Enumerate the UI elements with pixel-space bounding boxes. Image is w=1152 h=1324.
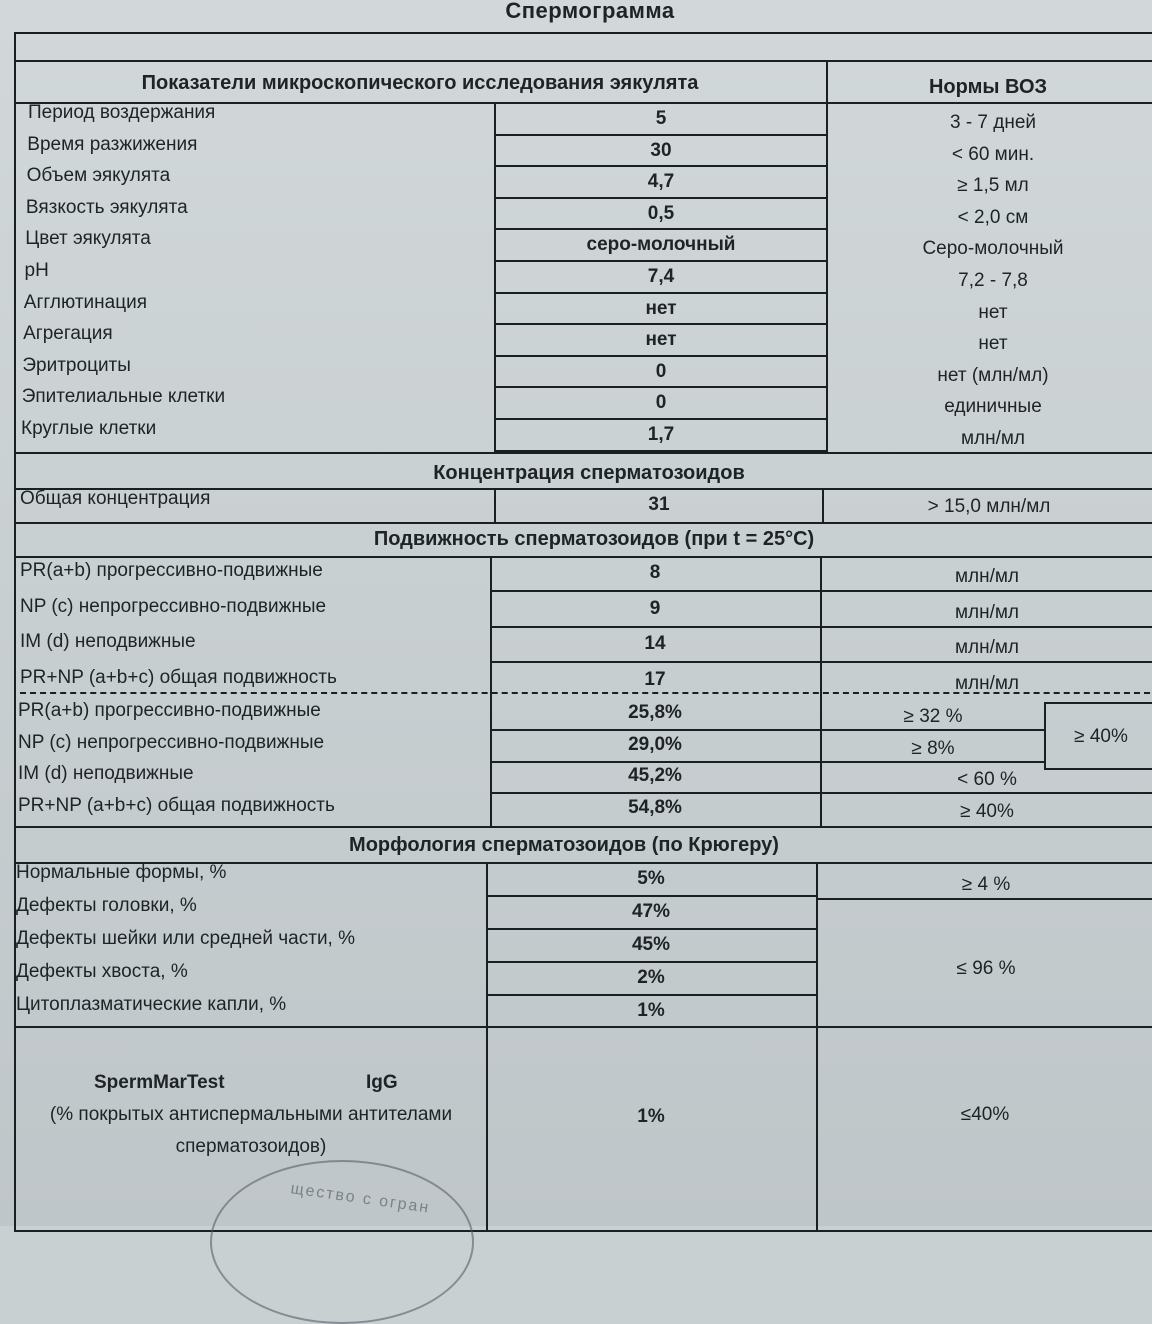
concentration-value: 31 xyxy=(648,494,670,515)
micro-row-value: 4,7 xyxy=(647,171,675,193)
motility-pct-norm: ≥ 40% xyxy=(960,800,1014,822)
motility-section-title: Подвижность сперматозоидов (при t = 25°С) xyxy=(373,528,815,550)
motility-pct-label: IM (d) неподвижные xyxy=(18,763,194,784)
motility-abs-label: NP (c) непрогрессивно-подвижные xyxy=(20,595,327,617)
micro-row-norm: нет (млн/мл) xyxy=(937,364,1049,386)
micro-row-norm: < 60 мин. xyxy=(951,143,1035,165)
mar-test-desc-1: (% покрытых антиспермальными антителами xyxy=(49,1104,453,1125)
motility-pct-value: 25,8% xyxy=(628,702,682,723)
morphology-row-value: 5% xyxy=(637,868,665,889)
motility-abs-norm: млн/мл xyxy=(954,637,1020,658)
who-norms-header: Нормы ВОЗ xyxy=(928,76,1048,98)
micro-row-label: Вязкость эякулята xyxy=(25,196,188,218)
micro-row-norm: < 2,0 см xyxy=(957,206,1029,228)
motility-pct-value: 45,2% xyxy=(628,765,682,786)
micro-row-value: нет xyxy=(645,297,677,319)
morphology-row-value: 1% xyxy=(637,1000,665,1021)
micro-row-label: Эритроциты xyxy=(22,354,131,376)
micro-row-label: Время разжижения xyxy=(27,133,198,155)
dash-divider xyxy=(20,692,1150,694)
micro-row-label: Объем эякулята xyxy=(26,165,171,187)
concentration-label: Общая концентрация xyxy=(20,488,211,509)
motility-pct-norm: < 60 % xyxy=(957,769,1017,790)
micro-row-label: Агглютинация xyxy=(23,291,147,313)
micro-row-value: 5 xyxy=(655,108,667,129)
morphology-row-value: 45% xyxy=(631,934,671,955)
motility-abs-norm: млн/мл xyxy=(954,601,1020,623)
morphology-row-label: Дефекты головки, % xyxy=(16,895,197,916)
stamp-seal xyxy=(210,1160,474,1324)
micro-row-norm: нет xyxy=(978,301,1008,323)
micro-row-label: pH xyxy=(24,260,49,281)
micro-row-norm: 3 - 7 дней xyxy=(949,112,1037,133)
motility-pct-value: 29,0% xyxy=(628,733,682,755)
micro-header-label: Показатели микроскопического исследования эякулята xyxy=(141,72,699,94)
micro-row-value: 7,4 xyxy=(647,266,675,287)
micro-row-norm: единичные xyxy=(944,396,1042,418)
morphology-row-label: Цитоплазматические капли, % xyxy=(16,994,287,1015)
micro-row-label: Круглые клетки xyxy=(21,418,157,439)
motility-pct-norm: ≥ 8% xyxy=(911,737,955,759)
micro-row-label: Эпителиальные клетки xyxy=(21,386,226,408)
micro-row-norm: Серо-молочный xyxy=(922,238,1064,260)
micro-row-value: 0 xyxy=(655,360,667,382)
motility-abs-label: PR(a+b) прогрессивно-подвижные xyxy=(20,560,323,581)
morphology-norm-normal: ≥ 4 % xyxy=(961,874,1011,895)
morphology-row-label: Дефекты шейки или средней части, % xyxy=(16,928,356,949)
micro-row-value: 1,7 xyxy=(647,424,675,445)
micro-row-value: серо-молочный xyxy=(586,234,736,256)
combined-motility-norm: ≥ 40% xyxy=(1074,726,1128,747)
motility-abs-value: 8 xyxy=(649,562,661,583)
micro-row-value: 0 xyxy=(655,392,667,414)
motility-abs-label: PR+NP (a+b+c) общая подвижность xyxy=(20,666,337,688)
mar-test-type: IgG xyxy=(366,1072,398,1093)
micro-row-norm: нет xyxy=(978,333,1008,355)
stamp-seal-text: щество с огран xyxy=(289,1180,432,1217)
morphology-row-value: 47% xyxy=(631,901,671,922)
mar-test-value: 1% xyxy=(637,1106,665,1127)
concentration-section-title: Концентрация сперматозоидов xyxy=(433,462,745,484)
motility-pct-label: PR(a+b) прогрессивно-подвижные xyxy=(18,700,321,721)
motility-abs-norm: млн/мл xyxy=(954,672,1020,694)
morphology-row-label: Нормальные формы, % xyxy=(16,862,227,883)
motility-pct-label: NP (c) непрогрессивно-подвижные xyxy=(18,731,325,753)
micro-row-label: Агрегация xyxy=(23,323,113,345)
motility-abs-value: 17 xyxy=(644,668,666,690)
motility-pct-value: 54,8% xyxy=(628,796,682,818)
mar-test-norm: ≤40% xyxy=(960,1104,1010,1125)
motility-abs-norm: млн/мл xyxy=(954,566,1020,587)
micro-row-norm: 7,2 - 7,8 xyxy=(958,270,1028,291)
morphology-norm-defects: ≤ 96 % xyxy=(956,958,1016,979)
motility-abs-value: 14 xyxy=(644,633,666,654)
motility-abs-label: IM (d) неподвижные xyxy=(20,631,196,652)
micro-row-value: нет xyxy=(645,329,677,351)
motility-abs-value: 9 xyxy=(649,597,661,619)
motility-pct-label: PR+NP (a+b+c) общая подвижность xyxy=(18,794,335,816)
morphology-row-label: Дефекты хвоста, % xyxy=(16,961,188,982)
mar-test-name: SpermMarTest xyxy=(94,1072,225,1093)
document-title: Спермограмма xyxy=(505,0,675,23)
micro-row-value: 30 xyxy=(650,139,672,161)
micro-row-label: Период воздержания xyxy=(28,102,216,123)
micro-row-norm: млн/мл xyxy=(960,428,1026,449)
micro-row-label: Цвет эякулята xyxy=(25,228,151,250)
micro-row-value: 0,5 xyxy=(647,202,675,224)
motility-pct-norm: ≥ 32 % xyxy=(903,706,963,727)
morphology-section-title: Морфология сперматозоидов (по Крюгеру) xyxy=(349,834,779,856)
concentration-norm: > 15,0 млн/мл xyxy=(927,496,1051,517)
morphology-row-value: 2% xyxy=(637,967,665,988)
micro-row-norm: ≥ 1,5 мл xyxy=(957,175,1029,197)
mar-test-desc-2: сперматозоидов) xyxy=(175,1136,327,1157)
